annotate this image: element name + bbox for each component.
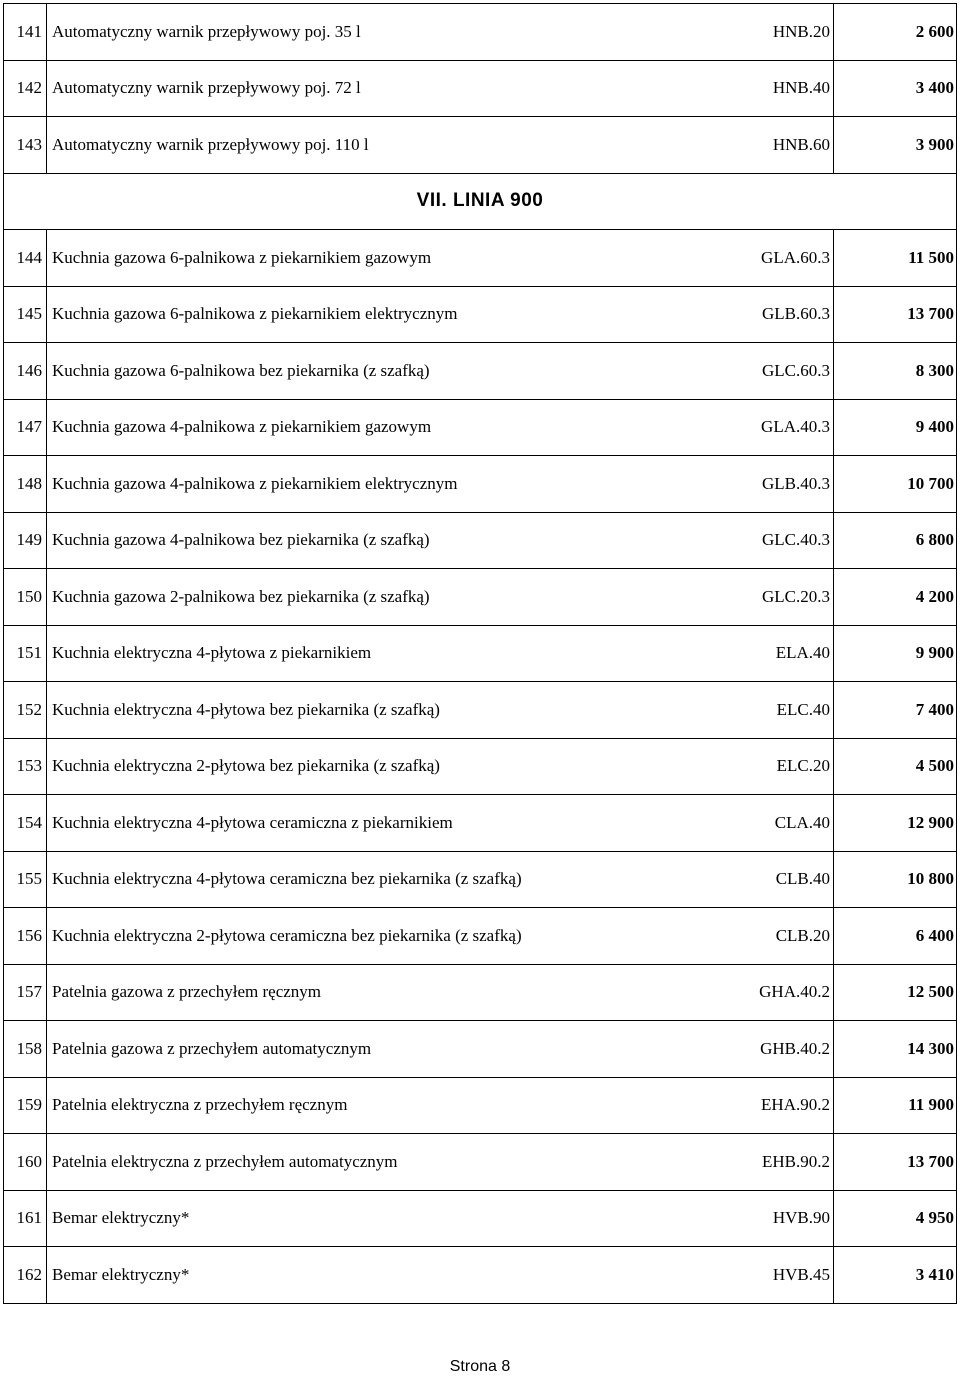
table-row: [4, 625, 957, 682]
item-name: Kuchnia elektryczna 4-płytowa bez piekarnika (z szafką): [47, 682, 717, 739]
item-name: Bemar elektryczny*: [47, 1247, 717, 1304]
table-row: [4, 512, 957, 569]
item-code: GLC.60.3: [717, 343, 834, 400]
table-row: [4, 286, 957, 343]
item-name: Kuchnia elektryczna 2-płytowa ceramiczna bez piekarnika (z szafką): [47, 908, 717, 965]
item-price: 13 700: [834, 286, 957, 343]
item-name: Bemar elektryczny*: [47, 1190, 717, 1247]
table-row: [4, 230, 957, 287]
item-price: 7 400: [834, 682, 957, 739]
item-price: 10 800: [834, 851, 957, 908]
item-price: 13 700: [834, 1134, 957, 1191]
section-header-row: [4, 173, 957, 230]
item-number: 145: [4, 286, 47, 343]
item-price: 12 500: [834, 964, 957, 1021]
item-code: ELA.40: [717, 625, 834, 682]
item-number: 159: [4, 1077, 47, 1134]
item-number: 149: [4, 512, 47, 569]
item-name: Kuchnia gazowa 4-palnikowa z piekarnikiem elektrycznym: [47, 456, 717, 513]
page-footer: Strona 8: [449, 1358, 511, 1375]
table-row: [4, 1077, 957, 1134]
item-price: 4 500: [834, 738, 957, 795]
item-name: Kuchnia gazowa 4-palnikowa bez piekarnika (z szafką): [47, 512, 717, 569]
item-price: 4 200: [834, 569, 957, 626]
item-name: Kuchnia gazowa 6-palnikowa bez piekarnika (z szafką): [47, 343, 717, 400]
item-number: 161: [4, 1190, 47, 1247]
table-row: [4, 117, 957, 174]
item-name: Automatyczny warnik przepływowy poj. 35 l: [47, 4, 717, 61]
item-number: 157: [4, 964, 47, 1021]
table-row: [4, 456, 957, 513]
item-price: 6 400: [834, 908, 957, 965]
item-code: GLB.40.3: [717, 456, 834, 513]
item-code: HVB.45: [717, 1247, 834, 1304]
table-row: [4, 795, 957, 852]
item-name: Kuchnia elektryczna 2-płytowa bez piekarnika (z szafką): [47, 738, 717, 795]
item-number: 144: [4, 230, 47, 287]
item-code: GLC.40.3: [717, 512, 834, 569]
item-name: Patelnia elektryczna z przechyłem ręcznym: [47, 1077, 717, 1134]
item-name: Kuchnia gazowa 6-palnikowa z piekarnikiem elektrycznym: [47, 286, 717, 343]
item-code: GLC.20.3: [717, 569, 834, 626]
item-code: HNB.60: [717, 117, 834, 174]
item-code: GLA.40.3: [717, 399, 834, 456]
item-name: Kuchnia gazowa 6-palnikowa z piekarnikiem gazowym: [47, 230, 717, 287]
item-number: 158: [4, 1021, 47, 1078]
item-number: 154: [4, 795, 47, 852]
item-price: 6 800: [834, 512, 957, 569]
table-row: [4, 399, 957, 456]
item-number: 155: [4, 851, 47, 908]
table-row: [4, 1190, 957, 1247]
item-name: Kuchnia gazowa 4-palnikowa z piekarnikiem gazowym: [47, 399, 717, 456]
item-code: GHA.40.2: [717, 964, 834, 1021]
item-name: Patelnia elektryczna z przechyłem automatycznym: [47, 1134, 717, 1191]
table-row: [4, 4, 957, 61]
item-number: 160: [4, 1134, 47, 1191]
table-row: [4, 682, 957, 739]
item-code: CLB.20: [717, 908, 834, 965]
item-price: 9 900: [834, 625, 957, 682]
item-name: Kuchnia gazowa 2-palnikowa bez piekarnika (z szafką): [47, 569, 717, 626]
item-code: EHB.90.2: [717, 1134, 834, 1191]
item-number: 148: [4, 456, 47, 513]
item-code: GLA.60.3: [717, 230, 834, 287]
table-row: [4, 1247, 957, 1304]
item-price: 3 400: [834, 60, 957, 117]
item-price: 2 600: [834, 4, 957, 61]
item-price: 11 500: [834, 230, 957, 287]
table-row: [4, 1134, 957, 1191]
table-row: [4, 343, 957, 400]
item-price: 3 900: [834, 117, 957, 174]
item-code: HNB.20: [717, 4, 834, 61]
table-row: [4, 738, 957, 795]
item-price: 12 900: [834, 795, 957, 852]
item-code: CLB.40: [717, 851, 834, 908]
price-table: [3, 3, 957, 1304]
item-number: 151: [4, 625, 47, 682]
item-name: Kuchnia elektryczna 4-płytowa ceramiczna bez piekarnika (z szafką): [47, 851, 717, 908]
item-name: Kuchnia elektryczna 4-płytowa z piekarnikiem: [47, 625, 717, 682]
section-header-group: [4, 173, 957, 230]
table-row: [4, 569, 957, 626]
item-code: GHB.40.2: [717, 1021, 834, 1078]
item-code: ELC.40: [717, 682, 834, 739]
item-code: GLB.60.3: [717, 286, 834, 343]
item-name: Automatyczny warnik przepływowy poj. 110 l: [47, 117, 717, 174]
item-number: 146: [4, 343, 47, 400]
item-number: 143: [4, 117, 47, 174]
item-number: 142: [4, 60, 47, 117]
item-price: 8 300: [834, 343, 957, 400]
item-code: HVB.90: [717, 1190, 834, 1247]
table-body-after-section: [4, 230, 957, 1304]
item-code: HNB.40: [717, 60, 834, 117]
item-number: 162: [4, 1247, 47, 1304]
item-number: 153: [4, 738, 47, 795]
item-price: 9 400: [834, 399, 957, 456]
item-price: 11 900: [834, 1077, 957, 1134]
section-title: VII. LINIA 900: [4, 173, 957, 230]
item-name: Kuchnia elektryczna 4-płytowa ceramiczna z piekarnikiem: [47, 795, 717, 852]
item-code: ELC.20: [717, 738, 834, 795]
item-price: 14 300: [834, 1021, 957, 1078]
table-row: [4, 1021, 957, 1078]
item-price: 3 410: [834, 1247, 957, 1304]
item-number: 150: [4, 569, 47, 626]
item-name: Patelnia gazowa z przechyłem automatycznym: [47, 1021, 717, 1078]
item-number: 156: [4, 908, 47, 965]
table-body-before-section: [4, 4, 957, 174]
table-row: [4, 60, 957, 117]
table-row: [4, 908, 957, 965]
item-name: Automatyczny warnik przepływowy poj. 72 l: [47, 60, 717, 117]
item-price: 10 700: [834, 456, 957, 513]
item-number: 152: [4, 682, 47, 739]
item-number: 147: [4, 399, 47, 456]
item-code: CLA.40: [717, 795, 834, 852]
item-number: 141: [4, 4, 47, 61]
item-name: Patelnia gazowa z przechyłem ręcznym: [47, 964, 717, 1021]
item-price: 4 950: [834, 1190, 957, 1247]
table-row: [4, 851, 957, 908]
table-row: [4, 964, 957, 1021]
item-code: EHA.90.2: [717, 1077, 834, 1134]
